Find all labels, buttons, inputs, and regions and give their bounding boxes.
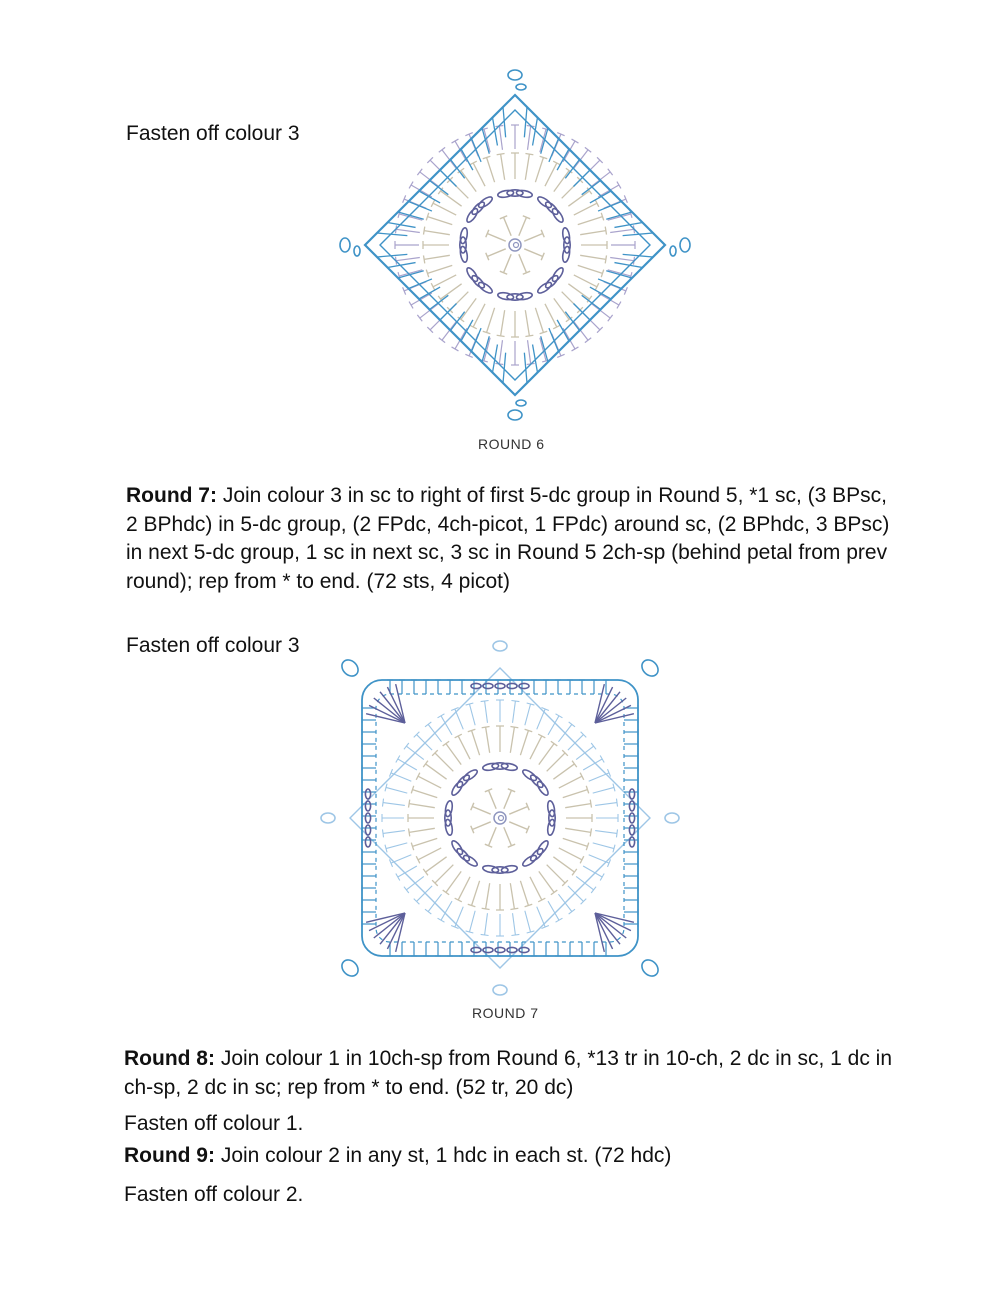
side-chain-ovals — [365, 683, 634, 952]
round-7-heading: Round 7: — [126, 484, 217, 507]
diagram-center — [494, 812, 506, 824]
round-7-crochet-diagram — [310, 628, 690, 1008]
round-9-body: Join colour 2 in any st, 1 hdc in each st. (72 hdc) — [220, 1144, 672, 1167]
inner-spokes — [471, 789, 529, 847]
round-9-instructions — [124, 1142, 894, 1171]
petal-ring — [444, 762, 555, 873]
diagram-center — [509, 239, 521, 251]
corner-picots — [340, 70, 690, 420]
round-7-body: Join colour 3 in sc to right of first 5-dc group in Round 5, *1 sc, (3 BPsc, 2 BPhdc) in 5-dc group, (2 FPdc, 4ch-picot, 1 FPdc) around sc, (2 BPhdc, 3 BPsc) in next 5-dc group, 1 sc in next sc, 3 sc in Round 5 2ch-sp (behind petal from prev round); rep from * to end. (72 sts, 4 picot) — [126, 484, 890, 593]
round-7-caption: ROUND 7 — [472, 1005, 539, 1021]
round-6-crochet-diagram — [330, 60, 700, 430]
fasten-off-colour-3-text: Fasten off colour 3 — [126, 122, 300, 145]
round-6-caption: ROUND 6 — [478, 436, 545, 452]
round-8-instructions — [124, 1045, 894, 1102]
round-8-body: Join colour 1 in 10ch-sp from Round 6, *13 tr in 10-ch, 2 dc in sc, 1 dc in ch-sp, 2 dc in sc; rep from * to end. (52 tr, 20 dc) — [124, 1047, 893, 1099]
petal-ring — [459, 189, 570, 300]
round-7-instructions — [126, 482, 896, 596]
round-8-heading: Round 8: — [124, 1047, 215, 1070]
inner-spokes — [486, 216, 544, 274]
dc-ring — [408, 726, 592, 910]
fasten-off-colour-1-text: Fasten off colour 1. — [124, 1112, 304, 1135]
round-9-heading: Round 9: — [124, 1144, 215, 1167]
previous-round-ghost — [350, 668, 650, 968]
fasten-off-colour-3-text-2: Fasten off colour 3 — [126, 634, 300, 657]
fasten-off-colour-2-text: Fasten off colour 2. — [124, 1183, 304, 1206]
